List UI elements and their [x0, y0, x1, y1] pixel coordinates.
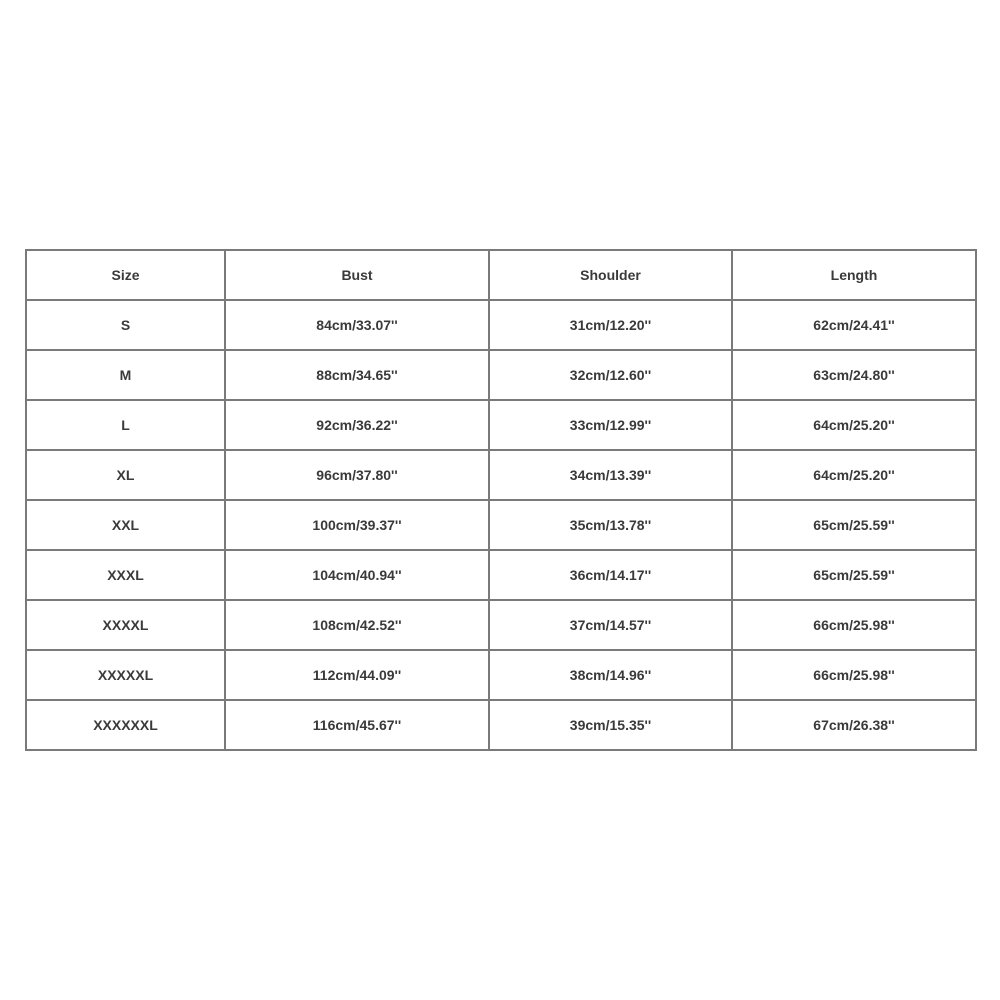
- cell-length: 66cm/25.98'': [732, 600, 976, 650]
- cell-bust: 100cm/39.37'': [225, 500, 489, 550]
- cell-length: 66cm/25.98'': [732, 650, 976, 700]
- table-row: [26, 650, 976, 700]
- table-row: [26, 350, 976, 400]
- cell-length: 64cm/25.20'': [732, 450, 976, 500]
- cell-shoulder: 35cm/13.78'': [489, 500, 732, 550]
- cell-size: XXXXXL: [26, 650, 225, 700]
- cell-shoulder: 33cm/12.99'': [489, 400, 732, 450]
- cell-bust: 112cm/44.09'': [225, 650, 489, 700]
- cell-shoulder: 36cm/14.17'': [489, 550, 732, 600]
- header-length: Length: [732, 250, 976, 300]
- cell-size: S: [26, 300, 225, 350]
- table-row: [26, 700, 976, 750]
- table-row: [26, 600, 976, 650]
- size-chart-table: [25, 249, 977, 751]
- cell-length: 65cm/25.59'': [732, 550, 976, 600]
- cell-size: M: [26, 350, 225, 400]
- cell-bust: 88cm/34.65'': [225, 350, 489, 400]
- header-bust: Bust: [225, 250, 489, 300]
- cell-size: XL: [26, 450, 225, 500]
- cell-bust: 116cm/45.67'': [225, 700, 489, 750]
- table-row: [26, 500, 976, 550]
- cell-length: 63cm/24.80'': [732, 350, 976, 400]
- table-row: [26, 400, 976, 450]
- cell-bust: 84cm/33.07'': [225, 300, 489, 350]
- cell-length: 65cm/25.59'': [732, 500, 976, 550]
- cell-bust: 108cm/42.52'': [225, 600, 489, 650]
- cell-size: XXXL: [26, 550, 225, 600]
- cell-length: 67cm/26.38'': [732, 700, 976, 750]
- cell-shoulder: 38cm/14.96'': [489, 650, 732, 700]
- cell-size: L: [26, 400, 225, 450]
- cell-size: XXXXXXL: [26, 700, 225, 750]
- cell-bust: 92cm/36.22'': [225, 400, 489, 450]
- cell-shoulder: 39cm/15.35'': [489, 700, 732, 750]
- table-header-row: [26, 250, 976, 300]
- cell-shoulder: 34cm/13.39'': [489, 450, 732, 500]
- cell-bust: 104cm/40.94'': [225, 550, 489, 600]
- cell-shoulder: 32cm/12.60'': [489, 350, 732, 400]
- table-row: [26, 450, 976, 500]
- header-size: Size: [26, 250, 225, 300]
- cell-bust: 96cm/37.80'': [225, 450, 489, 500]
- header-shoulder: Shoulder: [489, 250, 732, 300]
- table-row: [26, 300, 976, 350]
- cell-size: XXL: [26, 500, 225, 550]
- cell-shoulder: 31cm/12.20'': [489, 300, 732, 350]
- cell-size: XXXXL: [26, 600, 225, 650]
- cell-length: 64cm/25.20'': [732, 400, 976, 450]
- table-row: [26, 550, 976, 600]
- cell-length: 62cm/24.41'': [732, 300, 976, 350]
- cell-shoulder: 37cm/14.57'': [489, 600, 732, 650]
